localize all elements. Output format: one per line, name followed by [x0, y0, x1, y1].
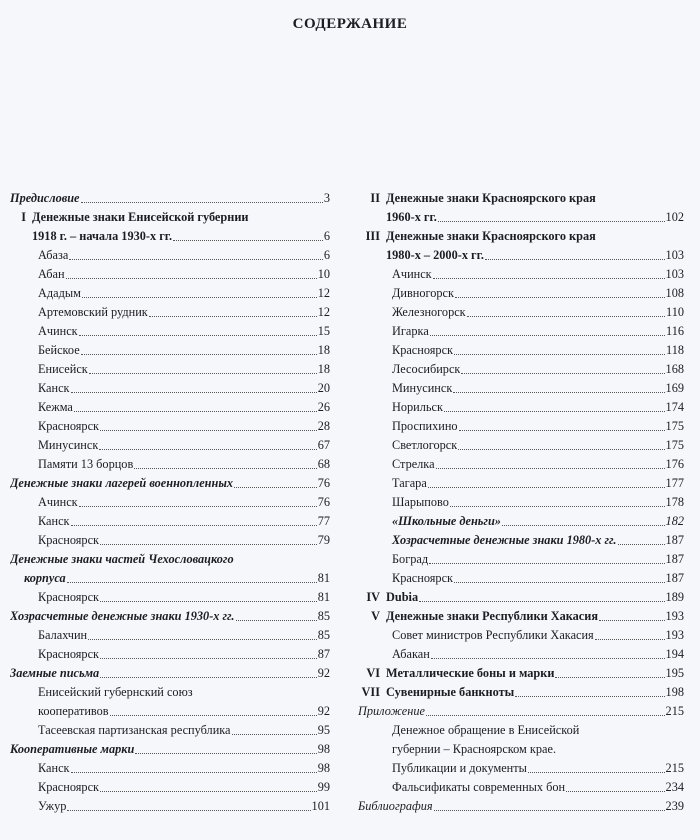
toc-entry-title: Красноярск: [38, 419, 99, 433]
toc-leader-dots: [79, 334, 317, 336]
toc-entry-title: Денежные знаки лагерей военнопленных: [10, 476, 234, 490]
toc-entry-achinsk1[interactable]: [10, 321, 330, 340]
toc-leader-dots: [71, 524, 317, 526]
toc-page-number: 169: [665, 381, 684, 395]
toc-leader-dots: [99, 448, 316, 450]
toc-page-number: 92: [317, 666, 330, 680]
toc-page-number: 3: [323, 191, 330, 205]
toc-page-number: 177: [665, 476, 684, 490]
toc-page-number: 176: [665, 457, 684, 471]
toc-page-number: 18: [317, 362, 330, 376]
toc-entry-lesosib[interactable]: [358, 359, 684, 378]
toc-entry-number: II: [370, 191, 380, 205]
toc-page-number: 28: [317, 419, 330, 433]
toc-entry-title: Абан: [38, 267, 65, 281]
toc-page-number: 10: [317, 267, 330, 281]
toc-entry-title: Денежные знаки Енисейской губернии: [32, 210, 249, 224]
toc-entry-title: Красноярск: [392, 571, 453, 585]
toc-page-number: 110: [666, 305, 684, 319]
toc-page-number: 98: [317, 761, 330, 775]
toc-entry-number: III: [365, 229, 380, 243]
toc-entry-title: Ададым: [38, 286, 81, 300]
toc-leader-dots: [438, 220, 665, 222]
toc-page-number: 81: [317, 571, 330, 585]
toc-entry-title: Ачинск: [38, 495, 78, 509]
toc-page-number: 103: [665, 267, 684, 281]
toc-entry-krasn1[interactable]: [10, 416, 330, 435]
toc-entry-prosih[interactable]: [358, 416, 684, 435]
toc-entry-title: Ужур: [38, 799, 67, 813]
toc-page-number: 77: [317, 514, 330, 528]
toc-page-number: 187: [665, 552, 684, 566]
toc-leader-dots: [232, 733, 317, 735]
toc-leader-dots: [429, 562, 664, 564]
toc-leader-dots: [234, 486, 317, 488]
toc-entry-title: Тагара: [392, 476, 427, 490]
toc-entry-ch1[interactable]: [10, 207, 330, 245]
toc-entry-title: Хозрасчетные денежные знаки 1980-х гг.: [392, 533, 617, 547]
toc-leader-dots: [454, 353, 665, 355]
toc-entry-title: Совет министров Республики Хакасия: [392, 628, 594, 642]
toc-page-number: 76: [317, 495, 330, 509]
toc-entry-title: Памяти 13 борцов: [38, 457, 134, 471]
toc-entry-title: Заемные письма: [10, 666, 100, 680]
toc-page-number: 20: [317, 381, 330, 395]
toc-entry-title: Приложение: [358, 704, 425, 718]
toc-entry-title: Красноярск: [392, 343, 453, 357]
toc-entry-zhelezn[interactable]: [358, 302, 684, 321]
toc-leader-dots: [69, 258, 323, 260]
toc-page-number: 103: [665, 248, 684, 262]
toc-page-number: 195: [665, 666, 684, 680]
toc-leader-dots: [426, 714, 665, 716]
toc-page-number: 178: [665, 495, 684, 509]
toc-entry-title: Сувенирные банкноты: [386, 685, 515, 699]
toc-entry-title: Ачинск: [38, 324, 78, 338]
toc-page-number: 193: [665, 609, 684, 623]
toc-entry-title: Ачинск: [392, 267, 432, 281]
toc-entry-number: IV: [366, 590, 380, 604]
toc-page-number: 99: [317, 780, 330, 794]
toc-leader-dots: [502, 524, 665, 526]
toc-page-number: 92: [317, 704, 330, 718]
toc-page-number: 12: [317, 286, 330, 300]
toc-left-column: [10, 188, 330, 815]
toc-entry-number: I: [21, 210, 26, 224]
toc-page-number: 198: [665, 685, 684, 699]
toc-entry-krasn2[interactable]: [10, 530, 330, 549]
toc-entry-beyskoe[interactable]: [10, 340, 330, 359]
toc-entry-title: Шарыпово: [392, 495, 449, 509]
toc-leader-dots: [110, 714, 317, 716]
toc-entry-minus2[interactable]: [358, 378, 684, 397]
toc-leader-dots: [618, 543, 665, 545]
toc-leader-dots: [566, 790, 664, 792]
toc-page-number: 194: [665, 647, 684, 661]
toc-entry-krasn7[interactable]: [358, 568, 684, 587]
toc-leader-dots: [100, 543, 317, 545]
toc-entry-eniseysk[interactable]: [10, 359, 330, 378]
toc-entry-taseev[interactable]: [10, 720, 330, 739]
toc-entry-title: Dubia: [386, 590, 419, 604]
toc-entry-falsif[interactable]: [358, 777, 684, 796]
page-title: СОДЕРЖАНИЕ: [292, 16, 408, 32]
toc-page-number: 6: [323, 248, 330, 262]
toc-page-number: 95: [317, 723, 330, 737]
toc-entry-kansk1[interactable]: [10, 378, 330, 397]
toc-entry-minus1[interactable]: [10, 435, 330, 454]
toc-entry-title: «Школьные деньги»: [392, 514, 501, 528]
toc-page-number: 175: [665, 438, 684, 452]
toc-entry-title: Канск: [38, 761, 70, 775]
toc-entry-title: Кежма: [38, 400, 73, 414]
toc-entry-title: 1918 г. – начала 1930-х гг.: [32, 229, 173, 243]
toc-leader-dots: [100, 676, 317, 678]
toc-leader-dots: [135, 752, 316, 754]
toc-entry-number: VII: [361, 685, 380, 699]
toc-page-number: 102: [665, 210, 684, 224]
toc-entry-title: Денежные знаки Республики Хакасия: [386, 609, 598, 623]
toc-page-number: 234: [665, 780, 684, 794]
toc-entry-shkolnye[interactable]: [358, 511, 684, 530]
toc-leader-dots: [428, 486, 665, 488]
toc-leader-dots: [149, 315, 317, 317]
toc-leader-dots: [100, 657, 317, 659]
toc-entry-title: Проспихино: [392, 419, 458, 433]
toc-leader-dots: [454, 581, 665, 583]
toc-entry-ch5[interactable]: [358, 606, 684, 625]
toc-entry-aban[interactable]: [10, 264, 330, 283]
toc-entry-title: Кооперативные марки: [10, 742, 135, 756]
toc-entry-svetlog[interactable]: [358, 435, 684, 454]
toc-page-number: 85: [317, 628, 330, 642]
toc-entry-sovmin[interactable]: [358, 625, 684, 644]
toc-leader-dots: [453, 391, 664, 393]
toc-entry-title: Игарка: [392, 324, 429, 338]
toc-leader-dots: [67, 581, 317, 583]
toc-entry-title: Канск: [38, 381, 70, 395]
toc-entry-title: Красноярск: [38, 590, 99, 604]
toc-leader-dots: [81, 201, 323, 203]
toc-page-number: 79: [317, 533, 330, 547]
toc-entry-title: 1980-х – 2000-х гг.: [386, 248, 484, 262]
toc-entry-title: Железногорск: [392, 305, 466, 319]
toc-page-number: 87: [317, 647, 330, 661]
toc-entry-abakan[interactable]: [358, 644, 684, 663]
toc-entry-hozr1930[interactable]: [10, 606, 330, 625]
toc-page-number: 193: [665, 628, 684, 642]
toc-page-number: 182: [665, 514, 684, 528]
toc-entry-achinsk3[interactable]: [358, 264, 684, 283]
toc-entry-ch3[interactable]: [358, 226, 684, 264]
toc-entry-balahchin[interactable]: [10, 625, 330, 644]
toc-leader-dots: [433, 277, 665, 279]
toc-page-number: 85: [317, 609, 330, 623]
toc-leader-dots: [81, 353, 317, 355]
toc-leader-dots: [100, 790, 317, 792]
toc-entry-koop[interactable]: [10, 739, 330, 758]
toc-leader-dots: [71, 391, 317, 393]
toc-entry-krasn6[interactable]: [358, 340, 684, 359]
toc-page-number: 101: [311, 799, 330, 813]
toc-leader-dots: [459, 429, 665, 431]
toc-leader-dots: [450, 505, 665, 507]
toc-entry-title: Лесосибирск: [392, 362, 461, 376]
toc-entry-publik[interactable]: [358, 758, 684, 777]
toc-page-number: 116: [666, 324, 684, 338]
toc-entry-title: Норильск: [392, 400, 443, 414]
toc-page-number: 12: [317, 305, 330, 319]
toc-entry-title: Красноярск: [38, 533, 99, 547]
toc-entry-chehoslov[interactable]: [10, 549, 330, 587]
toc-leader-dots: [467, 315, 665, 317]
toc-entry-title: Денежное обращение в Енисейской: [392, 723, 580, 737]
toc-entry-kansk3[interactable]: [10, 758, 330, 777]
toc-leader-dots: [485, 258, 665, 260]
toc-page-number: 108: [665, 286, 684, 300]
toc-entry-strelka[interactable]: [358, 454, 684, 473]
toc-entry-title: Металлические боны и марки: [386, 666, 555, 680]
toc-entry-title: Минусинск: [38, 438, 99, 452]
toc-right-column: [358, 188, 684, 815]
toc-page-number: 187: [665, 571, 684, 585]
toc-entry-title: Енисейский губернский союз: [38, 685, 193, 699]
toc-entry-krasn3[interactable]: [10, 587, 330, 606]
toc-page-number: 81: [317, 590, 330, 604]
toc-entry-pamyati[interactable]: [10, 454, 330, 473]
toc-page-number: 15: [317, 324, 330, 338]
toc-entry-title: Красноярск: [38, 647, 99, 661]
toc-leader-dots: [595, 638, 665, 640]
toc-entry-title: Артемовский рудник: [38, 305, 148, 319]
toc-leader-dots: [100, 600, 317, 602]
toc-entry-number: V: [371, 609, 380, 623]
toc-entry-ch6[interactable]: [358, 663, 684, 682]
toc-page-number: 174: [665, 400, 684, 414]
toc-leader-dots: [436, 467, 665, 469]
toc-entry-lagerey[interactable]: [10, 473, 330, 492]
toc-entry-title: корпуса: [24, 571, 66, 585]
toc-entry-title: Денежные знаки Красноярского края: [386, 191, 596, 205]
toc-entry-artem[interactable]: [10, 302, 330, 321]
toc-page-number: 118: [666, 343, 684, 357]
toc-entry-predislovie[interactable]: [10, 188, 330, 207]
toc-entry-title: Предисловие: [10, 191, 80, 205]
toc-leader-dots: [599, 619, 665, 621]
toc-entry-achinsk2[interactable]: [10, 492, 330, 511]
toc-page-number: 187: [665, 533, 684, 547]
toc-entry-ch7[interactable]: [358, 682, 684, 701]
toc-entry-prilozh[interactable]: [358, 701, 684, 720]
toc-leader-dots: [79, 505, 317, 507]
toc-entry-title: Хозрасчетные денежные знаки 1930-х гг.: [10, 609, 235, 623]
toc-leader-dots: [419, 600, 664, 602]
toc-leader-dots: [528, 771, 665, 773]
toc-entry-kansk2[interactable]: [10, 511, 330, 530]
toc-page-number: 175: [665, 419, 684, 433]
toc-entry-krasn4[interactable]: [10, 644, 330, 663]
toc-entry-number: VI: [366, 666, 380, 680]
toc-leader-dots: [515, 695, 664, 697]
toc-entry-gubsoyuz[interactable]: [10, 682, 330, 720]
toc-entry-denobr[interactable]: [358, 720, 684, 758]
toc-entry-divnogorsk[interactable]: [358, 283, 684, 302]
toc-leader-dots: [88, 638, 317, 640]
toc-entry-title: Тасеевская партизанская республика: [38, 723, 231, 737]
toc-entry-zaemnye[interactable]: [10, 663, 330, 682]
toc-entry-title: Светлогорск: [392, 438, 458, 452]
toc-entry-kezhma[interactable]: [10, 397, 330, 416]
toc-entry-sharypovo[interactable]: [358, 492, 684, 511]
toc-entry-bograd[interactable]: [358, 549, 684, 568]
toc-entry-tagara[interactable]: [358, 473, 684, 492]
toc-entry-hozr1980[interactable]: [358, 530, 684, 549]
toc-leader-dots: [236, 619, 317, 621]
toc-page-number: 98: [317, 742, 330, 756]
toc-entry-title: Абаза: [38, 248, 69, 262]
toc-page-number: 18: [317, 343, 330, 357]
toc-entry-title: Балахчин: [38, 628, 88, 642]
toc-entry-ch4[interactable]: [358, 587, 684, 606]
toc-leader-dots: [431, 657, 665, 659]
toc-entry-ch2[interactable]: [358, 188, 684, 226]
toc-leader-dots: [173, 239, 323, 241]
toc-page-number: 26: [317, 400, 330, 414]
toc-page-number: 168: [665, 362, 684, 376]
toc-leader-dots: [434, 809, 665, 811]
toc-leader-dots: [67, 809, 310, 811]
toc-leader-dots: [444, 410, 665, 412]
toc-entry-title: Абакан: [392, 647, 430, 661]
toc-entry-title: Библиография: [358, 799, 433, 813]
toc-entry-title: Енисейск: [38, 362, 88, 376]
toc-page-number: 215: [665, 704, 684, 718]
toc-entry-title: Дивногорск: [392, 286, 454, 300]
toc-leader-dots: [100, 429, 317, 431]
toc-entry-adadym[interactable]: [10, 283, 330, 302]
toc-entry-abaza[interactable]: [10, 245, 330, 264]
toc-leader-dots: [461, 372, 664, 374]
toc-entry-uzhur[interactable]: [10, 796, 330, 815]
toc-leader-dots: [66, 277, 317, 279]
toc-entry-krasn5[interactable]: [10, 777, 330, 796]
toc-leader-dots: [89, 372, 317, 374]
toc-entry-title: Фальсификаты современных бон: [392, 780, 566, 794]
toc-entry-title: губернии – Красноярском крае.: [392, 742, 557, 756]
toc-page-number: 215: [665, 761, 684, 775]
toc-page-number: 6: [323, 229, 330, 243]
toc-entry-title: Минусинск: [392, 381, 453, 395]
toc-leader-dots: [71, 771, 317, 773]
toc-page-number: 67: [317, 438, 330, 452]
toc-entry-title: 1960-х гг.: [386, 210, 437, 224]
toc-leader-dots: [82, 296, 317, 298]
toc-entry-norilsk[interactable]: [358, 397, 684, 416]
toc-entry-title: Красноярск: [38, 780, 99, 794]
toc-entry-igarka[interactable]: [358, 321, 684, 340]
toc-leader-dots: [430, 334, 665, 336]
toc-entry-title: кооперативов: [38, 704, 109, 718]
toc-page-number: 239: [665, 799, 684, 813]
toc-page-number: 189: [665, 590, 684, 604]
toc-leader-dots: [74, 410, 317, 412]
toc-leader-dots: [555, 676, 664, 678]
toc-entry-title: Боград: [392, 552, 429, 566]
toc-entry-title: Канск: [38, 514, 70, 528]
toc-leader-dots: [458, 448, 664, 450]
toc-entry-title: Денежные знаки частей Чехословацкого: [10, 552, 234, 566]
toc-page-number: 68: [317, 457, 330, 471]
toc-entry-title: Денежные знаки Красноярского края: [386, 229, 596, 243]
toc-entry-title: Публикации и документы: [392, 761, 527, 775]
toc-entry-title: Бейское: [38, 343, 80, 357]
toc-leader-dots: [134, 467, 316, 469]
toc-leader-dots: [455, 296, 665, 298]
toc-entry-biblio[interactable]: [358, 796, 684, 815]
toc-entry-title: Стрелка: [392, 457, 435, 471]
toc-page-number: 76: [317, 476, 330, 490]
